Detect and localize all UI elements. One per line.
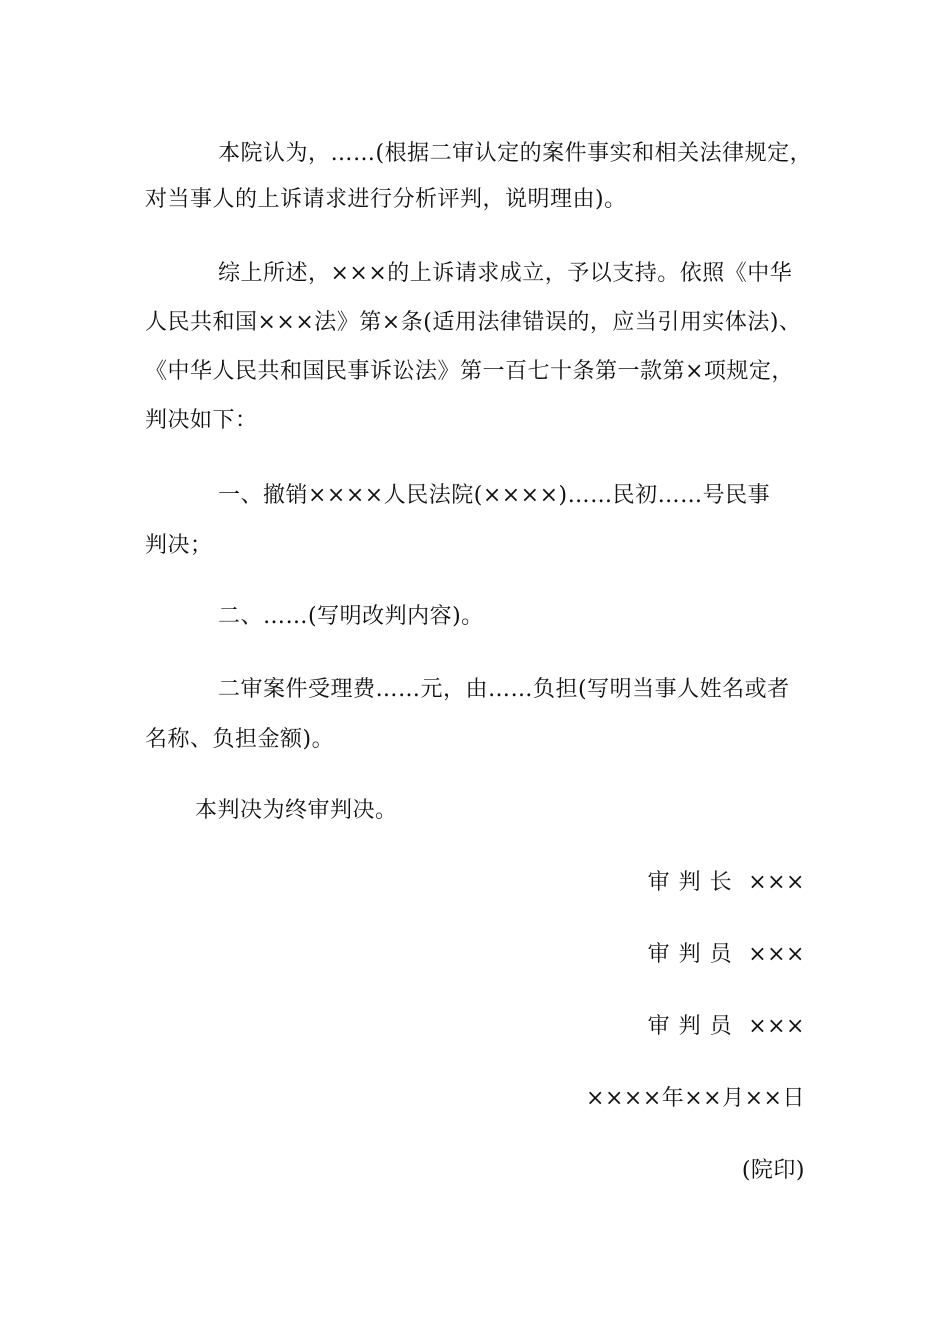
conclusion-line-1: 综上所述，×××的上诉请求成立，予以支持。依照《中华 — [218, 261, 793, 286]
fee-line-2: 名称、负担金额)。 — [145, 727, 335, 752]
signature-name: ××× — [748, 942, 805, 967]
final-judgment-statement: 本判决为终审判决。 — [195, 798, 398, 823]
signature-name: ××× — [748, 870, 805, 895]
judgment-date: ××××年××月××日 — [586, 1086, 805, 1111]
conclusion-line-4: 判决如下： — [145, 408, 258, 433]
reasoning-line-2: 对当事人的上诉请求进行分析评判，说明理由)。 — [145, 187, 627, 212]
ruling-item-2: 二、……(写明改判内容)。 — [218, 604, 484, 629]
signature-title: 审判员 — [647, 1014, 741, 1039]
ruling-item-1-line-2: 判决； — [145, 533, 213, 558]
fee-line-1: 二审案件受理费……元，由……负担(写明当事人姓名或者 — [218, 677, 790, 702]
ruling-item-1-line-1: 一、撤销××××人民法院(××××)……民初……号民事 — [218, 483, 771, 508]
signature-judge-2 — [648, 1012, 805, 1042]
signature-title: 审判长 — [647, 870, 741, 895]
conclusion-line-2: 人民共和国×××法》第×条(适用法律错误的，应当引用实体法)、 — [145, 310, 802, 335]
signature-title: 审判员 — [647, 942, 741, 967]
conclusion-line-3: 《中华人民共和国民事诉讼法》第一百七十条第一款第×项规定， — [145, 359, 794, 384]
signature-name: ××× — [748, 1014, 805, 1039]
signature-presiding-judge — [648, 868, 805, 898]
reasoning-line-1: 本院认为，……(根据二审认定的案件事实和相关法律规定， — [218, 141, 813, 166]
court-seal-label: (院印) — [741, 1158, 805, 1183]
signature-judge-1 — [648, 940, 805, 970]
